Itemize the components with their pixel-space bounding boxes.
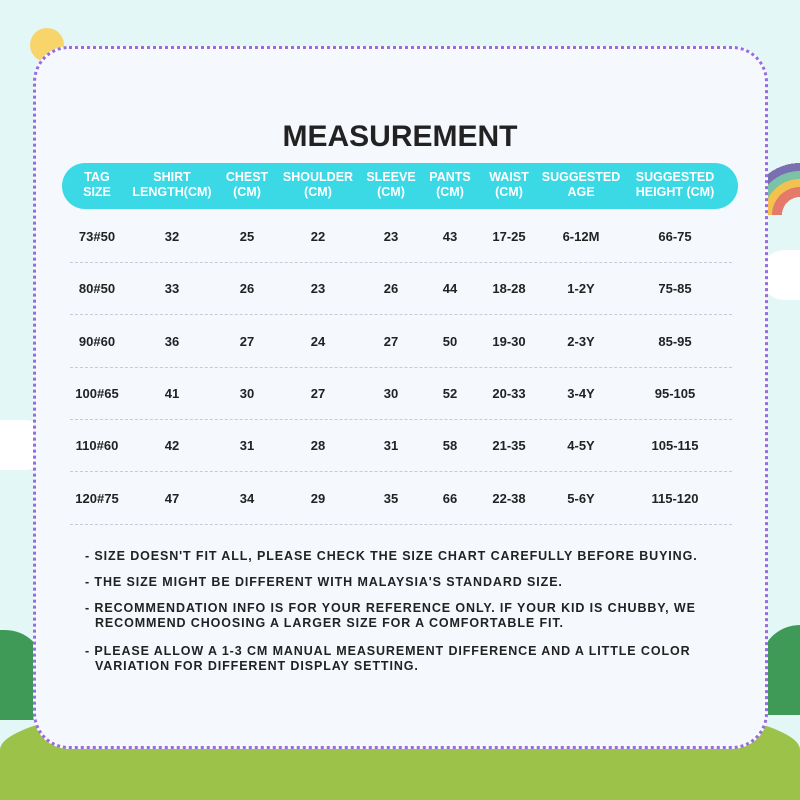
table-cell: 58 bbox=[442, 438, 458, 454]
note-item: - RECOMMENDATION INFO IS FOR YOUR REFERENCE ONLY. IF YOUR KID IS CHUBBY, WE RECOMMEND CHOOSING A LARGER SIZE FOR A COMFORTABLE FIT. bbox=[85, 601, 696, 630]
table-cell: 22 bbox=[310, 229, 326, 244]
table-cell: 26 bbox=[383, 281, 399, 297]
column-header-line: SUGGESTED bbox=[635, 170, 715, 184]
table-cell: 22-38 bbox=[492, 490, 526, 506]
table-cell: 30 bbox=[239, 385, 255, 401]
table-cell: 1-2Y bbox=[567, 281, 595, 297]
table-cell: 31 bbox=[239, 438, 255, 454]
table-cell: 36 bbox=[164, 333, 180, 349]
table-cell: 47 bbox=[164, 490, 180, 506]
table-cell: 33 bbox=[164, 281, 180, 297]
table-cell: 90#60 bbox=[78, 333, 116, 349]
column-header-line: SIZE bbox=[83, 185, 111, 199]
table-cell: 44 bbox=[442, 281, 458, 297]
column-header-line: AGE bbox=[567, 185, 595, 199]
column-header-line: SLEEVE bbox=[366, 170, 416, 184]
table-header bbox=[62, 163, 738, 209]
note-item: - SIZE DOESN'T FIT ALL, PLEASE CHECK THE SIZE CHART CAREFULLY BEFORE BUYING. bbox=[85, 549, 698, 563]
table-cell: 110#60 bbox=[75, 438, 119, 454]
table-cell: 3-4Y bbox=[567, 385, 595, 401]
table-cell: 23 bbox=[383, 229, 399, 244]
table-cell: 30 bbox=[383, 385, 399, 401]
column-header bbox=[542, 170, 621, 200]
column-header bbox=[132, 170, 211, 200]
table-cell: 50 bbox=[442, 333, 458, 349]
table-cell: 34 bbox=[239, 490, 255, 506]
column-header bbox=[429, 170, 470, 200]
table-cell: 29 bbox=[310, 490, 326, 506]
table-cell: 18-28 bbox=[492, 281, 526, 297]
table-cell: 41 bbox=[164, 385, 180, 401]
column-header-line: WAIST bbox=[489, 170, 529, 184]
table-row bbox=[70, 316, 732, 368]
column-header-line: (CM) bbox=[377, 185, 405, 199]
table-cell: 5-6Y bbox=[567, 490, 595, 506]
column-header bbox=[489, 170, 529, 200]
table-cell: 52 bbox=[442, 385, 458, 401]
column-header bbox=[636, 170, 715, 200]
table-row bbox=[70, 420, 732, 472]
table-cell: 32 bbox=[164, 229, 180, 244]
row-divider bbox=[70, 524, 732, 525]
table-cell: 120#75 bbox=[75, 490, 119, 506]
table-cell: 21-35 bbox=[492, 438, 526, 454]
table-cell: 66 bbox=[442, 490, 458, 506]
column-header-line: PANTS bbox=[429, 170, 471, 184]
table-cell: 27 bbox=[383, 333, 399, 349]
column-header bbox=[83, 170, 111, 200]
page-title: MEASUREMENT bbox=[282, 120, 518, 153]
column-header-line: SHIRT bbox=[153, 170, 191, 184]
table-cell: 105-115 bbox=[651, 438, 699, 454]
column-header-line: LENGTH(CM) bbox=[132, 185, 212, 199]
table-cell: 27 bbox=[310, 385, 326, 401]
column-header-line: (CM) bbox=[233, 185, 261, 199]
table-row bbox=[70, 263, 732, 315]
table-row bbox=[70, 211, 732, 263]
table-cell: 95-105 bbox=[654, 385, 696, 401]
table-cell: 66-75 bbox=[658, 229, 692, 244]
table-cell: 24 bbox=[310, 333, 326, 349]
table-cell: 35 bbox=[383, 490, 399, 506]
column-header-line: HEIGHT (CM) bbox=[635, 185, 715, 199]
column-header-line: SUGGESTED bbox=[541, 170, 621, 184]
table-cell: 19-30 bbox=[492, 333, 526, 349]
table-row bbox=[70, 368, 732, 420]
table-cell: 20-33 bbox=[492, 385, 526, 401]
table-row bbox=[70, 473, 732, 525]
table-cell: 17-25 bbox=[492, 229, 526, 244]
table-cell: 23 bbox=[310, 281, 326, 297]
table-cell: 43 bbox=[442, 229, 458, 244]
column-header-line: CHEST bbox=[225, 170, 269, 184]
table-cell: 115-120 bbox=[651, 490, 699, 506]
table-cell: 6-12M bbox=[562, 229, 600, 244]
table-cell: 75-85 bbox=[658, 281, 692, 297]
note-item: - THE SIZE MIGHT BE DIFFERENT WITH MALAYSIA'S STANDARD SIZE. bbox=[85, 575, 563, 589]
column-header bbox=[366, 170, 415, 200]
table-cell: 80#50 bbox=[78, 281, 116, 297]
column-header-line: (CM) bbox=[304, 185, 332, 199]
table-cell: 27 bbox=[239, 333, 255, 349]
table-cell: 26 bbox=[239, 281, 255, 297]
table-cell: 4-5Y bbox=[567, 438, 595, 454]
note-item: - PLEASE ALLOW A 1-3 CM MANUAL MEASUREMENT DIFFERENCE AND A LITTLE COLOR VARIATION FOR DIFFERENT DISPLAY SETTING. bbox=[85, 644, 691, 673]
table-cell: 73#50 bbox=[78, 229, 116, 244]
table-cell: 85-95 bbox=[658, 333, 692, 349]
table-cell: 28 bbox=[310, 438, 326, 454]
table-cell: 31 bbox=[383, 438, 399, 454]
table-cell: 100#65 bbox=[75, 385, 119, 401]
table-cell: 42 bbox=[164, 438, 180, 454]
column-header-line: (CM) bbox=[436, 185, 464, 199]
table-cell: 25 bbox=[239, 229, 255, 244]
table-cell: 2-3Y bbox=[567, 333, 595, 349]
column-header-line: TAG bbox=[84, 170, 110, 184]
column-header bbox=[283, 170, 353, 200]
column-header-line: SHOULDER bbox=[282, 170, 354, 184]
column-header-line: (CM) bbox=[495, 185, 523, 199]
column-header bbox=[226, 170, 268, 200]
